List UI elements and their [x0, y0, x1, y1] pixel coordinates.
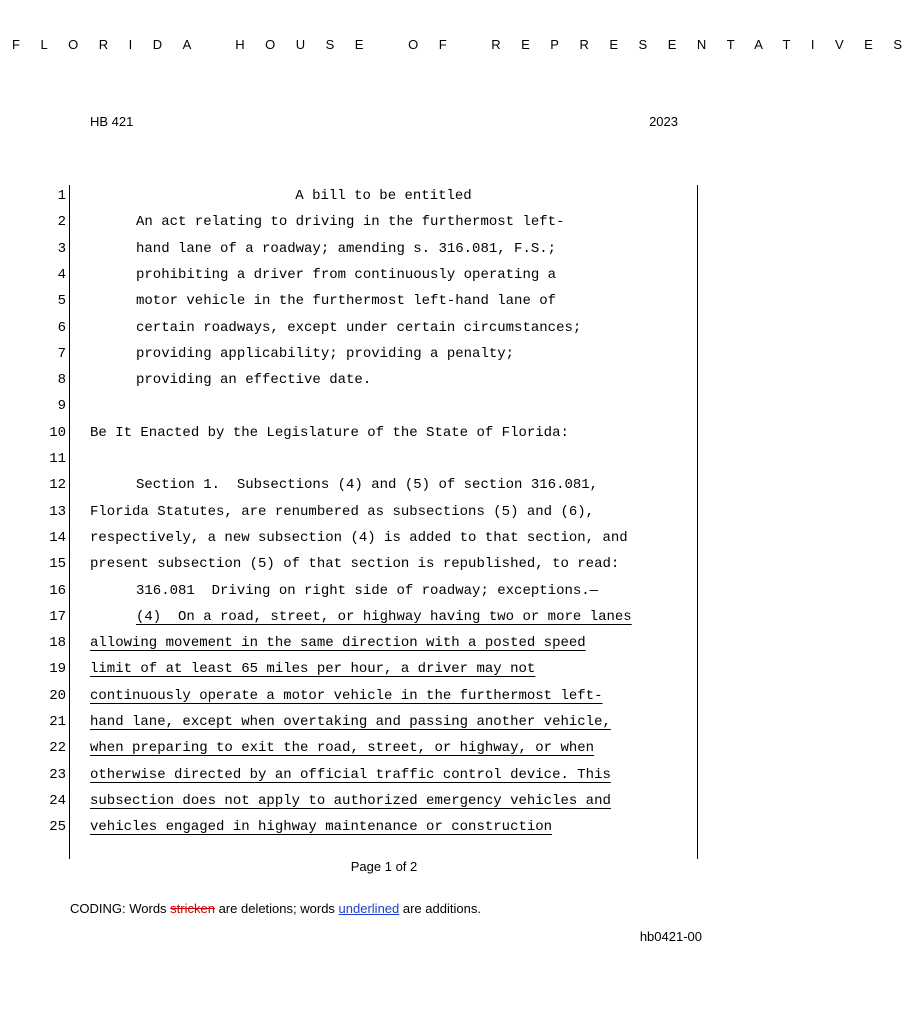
coding-suffix: are additions.: [399, 901, 481, 916]
line-number: 6: [57, 319, 66, 336]
line-number: 19: [49, 661, 66, 678]
line-number: 8: [57, 372, 66, 389]
line-number: 17: [49, 608, 66, 625]
line-number: 15: [49, 556, 66, 573]
line-number: 5: [57, 293, 66, 310]
line-text: (4) On a road, street, or highway having two or more lanes: [136, 608, 632, 625]
bill-line: [0, 525, 768, 551]
line-number: 16: [49, 582, 66, 599]
bill-line: [0, 604, 768, 630]
bill-line: [0, 630, 768, 656]
line-text: providing applicability; providing a penalty;: [136, 345, 515, 362]
line-text: vehicles engaged in highway maintenance or construction: [90, 819, 553, 836]
bill-line: [0, 499, 768, 525]
line-text: 316.081 Driving on right side of roadway; exceptions.—: [136, 582, 599, 599]
bill-line: [0, 420, 768, 446]
line-number: 3: [57, 240, 66, 257]
line-number: 2: [57, 214, 66, 231]
line-text: providing an effective date.: [136, 372, 372, 389]
bill-line: [0, 788, 768, 814]
line-number: 23: [49, 766, 66, 783]
bill-line: [0, 578, 768, 604]
coding-legend: [70, 901, 481, 916]
bill-line: [0, 762, 768, 788]
coding-stricken-sample: stricken: [170, 901, 215, 916]
line-text: prohibiting a driver from continuously operating a: [136, 266, 557, 283]
page-number: Page 1 of 2: [350, 859, 418, 874]
bill-line: [0, 367, 768, 393]
bill-line: [0, 183, 768, 209]
bill-number: HB 421: [90, 114, 134, 129]
line-text: subsection does not apply to authorized emergency vehicles and: [90, 792, 611, 809]
line-text: Section 1. Subsections (4) and (5) of section 316.081,: [136, 477, 599, 494]
line-text: A bill to be entitled: [295, 188, 472, 204]
line-text: Florida Statutes, are renumbered as subsections (5) and (6),: [90, 503, 595, 520]
line-text: certain roadways, except under certain circumstances;: [136, 319, 582, 336]
bill-line: [0, 683, 768, 709]
line-text: respectively, a new subsection (4) is added to that section, and: [90, 529, 628, 546]
line-number: 7: [57, 345, 66, 362]
bill-line: [0, 341, 768, 367]
bill-line: [0, 472, 768, 498]
line-number: 4: [57, 266, 66, 283]
line-number: 21: [49, 714, 66, 730]
bill-line: [0, 814, 768, 840]
line-text: when preparing to exit the road, street, or highway, or when: [90, 740, 595, 757]
line-number: 10: [49, 424, 66, 441]
coding-middle: are deletions; words: [214, 901, 339, 916]
bill-line: [0, 709, 768, 735]
bill-line: [0, 551, 768, 577]
line-number: 18: [49, 635, 66, 652]
line-number: 1: [57, 188, 66, 204]
line-text: otherwise directed by an official traffic control device. This: [90, 766, 611, 783]
line-number: 9: [57, 398, 66, 415]
line-text: hand lane, except when overtaking and passing another vehicle,: [90, 714, 611, 730]
line-number: 22: [49, 740, 66, 757]
session-year: 2023: [649, 114, 678, 129]
line-number: 20: [49, 687, 66, 704]
bill-line: [0, 209, 768, 235]
line-text: An act relating to driving in the furthermost left-: [136, 214, 565, 231]
line-text: present subsection (5) of that section is republished, to read:: [90, 556, 620, 573]
bill-line: [0, 262, 768, 288]
line-number: 12: [49, 477, 66, 494]
bill-line: [0, 735, 768, 761]
bill-line: [0, 236, 768, 262]
line-text: motor vehicle in the furthermost left-hand lane of: [136, 293, 557, 310]
line-number: 24: [49, 792, 66, 809]
line-text: allowing movement in the same direction with a posted speed: [90, 635, 586, 652]
line-text: Be It Enacted by the Legislature of the State of Florida:: [90, 424, 569, 441]
coding-prefix: CODING: Words: [70, 901, 171, 916]
line-text: limit of at least 65 miles per hour, a driver may not: [90, 661, 536, 678]
line-number: 13: [49, 503, 66, 520]
bill-line: [0, 393, 768, 419]
line-text: hand lane of a roadway; amending s. 316.081, F.S.;: [136, 240, 557, 257]
coding-underlined-sample: underlined: [338, 901, 400, 916]
line-number: 14: [49, 529, 66, 546]
line-text: continuously operate a motor vehicle in the furthermost left-: [90, 687, 603, 704]
document-id: hb0421-00: [639, 929, 702, 944]
line-number: 25: [49, 819, 66, 836]
line-number: 11: [49, 451, 66, 467]
chamber-header: FLORIDA HOUSE OF REPRESENTATIVES: [12, 37, 923, 52]
bill-line: [0, 656, 768, 682]
bill-line: [0, 288, 768, 314]
bill-line: [0, 315, 768, 341]
bill-line: [0, 446, 768, 472]
